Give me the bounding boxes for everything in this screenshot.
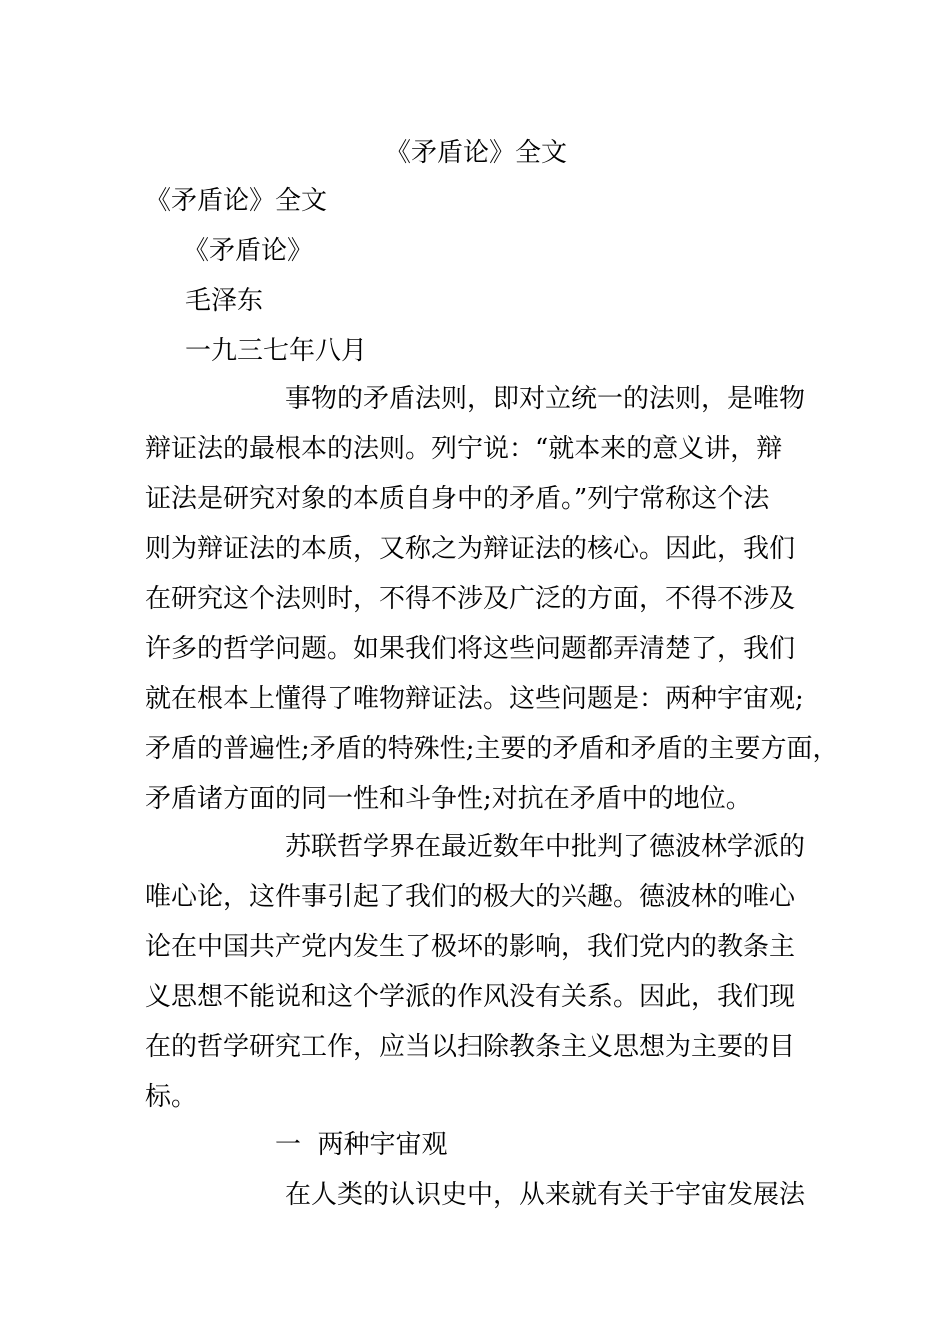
document-subtitle: 《矛盾论》全文 (145, 186, 328, 216)
work-title: 《矛盾论》 (183, 236, 314, 266)
paragraph-1-line: 许多的哲学问题。如果我们将这些问题都弄清楚了，我们 (145, 634, 796, 664)
paragraph-1-line: 矛盾的普遍性;矛盾的特殊性;主要的矛盾和矛盾的主要方面， (145, 734, 839, 764)
section-heading: 一 两种宇宙观 (275, 1130, 448, 1160)
paragraph-2-line: 标。 (145, 1082, 198, 1112)
paragraph-1-line: 矛盾诸方面的同一性和斗争性;对抗在矛盾中的地位。 (145, 784, 752, 814)
paragraph-2-line: 论在中国共产党内发生了极坏的影响，我们党内的教条主 (145, 932, 796, 962)
paragraph-1-line: 证法是研究对象的本质自身中的矛盾。”列宁常称这个法 (145, 484, 770, 514)
paragraph-2-line: 在的哲学研究工作，应当以扫除教条主义思想为主要的目 (145, 1032, 796, 1062)
paragraph-1-line: 在研究这个法则时，不得不涉及广泛的方面，不得不涉及 (145, 584, 796, 614)
page-title: 《矛盾论》全文 (385, 138, 568, 168)
paragraph-2-line: 唯心论，这件事引起了我们的极大的兴趣。德波林的唯心 (145, 882, 796, 912)
paragraph-3-line: 在人类的认识史中，从来就有关于宇宙发展法 (285, 1180, 806, 1210)
paragraph-1-line: 就在根本上懂得了唯物辩证法。这些问题是：两种宇宙观; (145, 684, 804, 714)
paragraph-1-line: 事物的矛盾法则，即对立统一的法则，是唯物 (285, 384, 806, 414)
author-line: 毛泽东 (185, 286, 264, 316)
date-line: 一九三七年八月 (185, 336, 368, 366)
paragraph-1-line: 辩证法的最根本的法则。列宁说：“就本来的意义讲，辩 (145, 434, 783, 464)
paragraph-1-line: 则为辩证法的本质，又称之为辩证法的核心。因此，我们 (145, 534, 796, 564)
paragraph-2-line: 苏联哲学界在最近数年中批判了德波林学派的 (285, 832, 806, 862)
paragraph-2-line: 义思想不能说和这个学派的作风没有关系。因此，我们现 (145, 982, 796, 1012)
